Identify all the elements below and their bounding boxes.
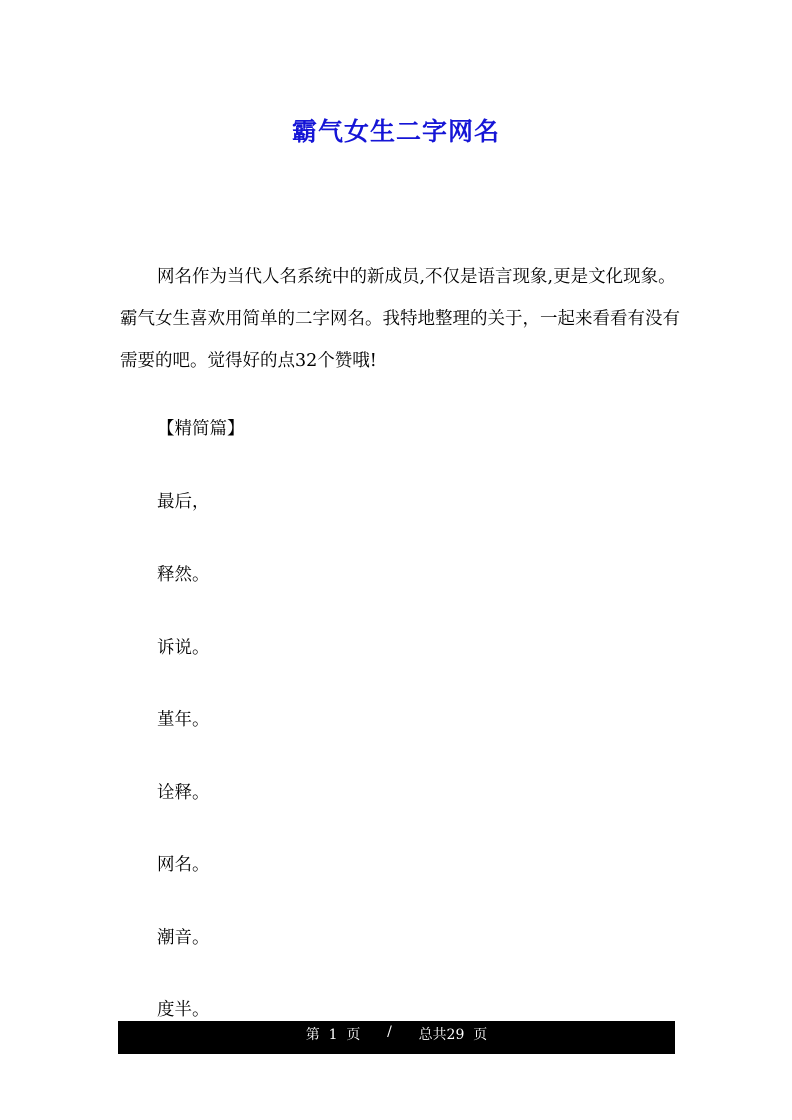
name-item: 诠释。	[157, 783, 210, 803]
page-number: 第 1 页	[305, 1027, 361, 1043]
footer-spacer	[360, 1024, 387, 1040]
name-item: 网名。	[157, 855, 210, 875]
page-separator: /	[387, 1024, 392, 1040]
document-title: 霸气女生二字网名	[291, 117, 500, 146]
page-footer	[118, 1021, 675, 1054]
name-item: 堇年。	[157, 710, 210, 730]
name-item: 潮音。	[157, 928, 210, 948]
name-item: 度半。	[157, 1000, 210, 1020]
intro-paragraph: 网名作为当代人名系统中的新成员,不仅是语言现象,更是文化现象。霸气女生喜欢用简单的二字网名。我特地整理的关于，一起来看看有没有需要的吧。觉得好的点32个赞哦!	[120, 267, 680, 371]
section-heading: 【精简篇】	[157, 419, 245, 439]
name-item: 诉说。	[157, 638, 210, 658]
footer-spacer	[392, 1024, 419, 1040]
name-item: 最后，	[157, 492, 210, 512]
intro-block	[120, 256, 680, 382]
page-total: 总共29 页	[418, 1027, 488, 1043]
name-item: 释然。	[157, 565, 210, 585]
